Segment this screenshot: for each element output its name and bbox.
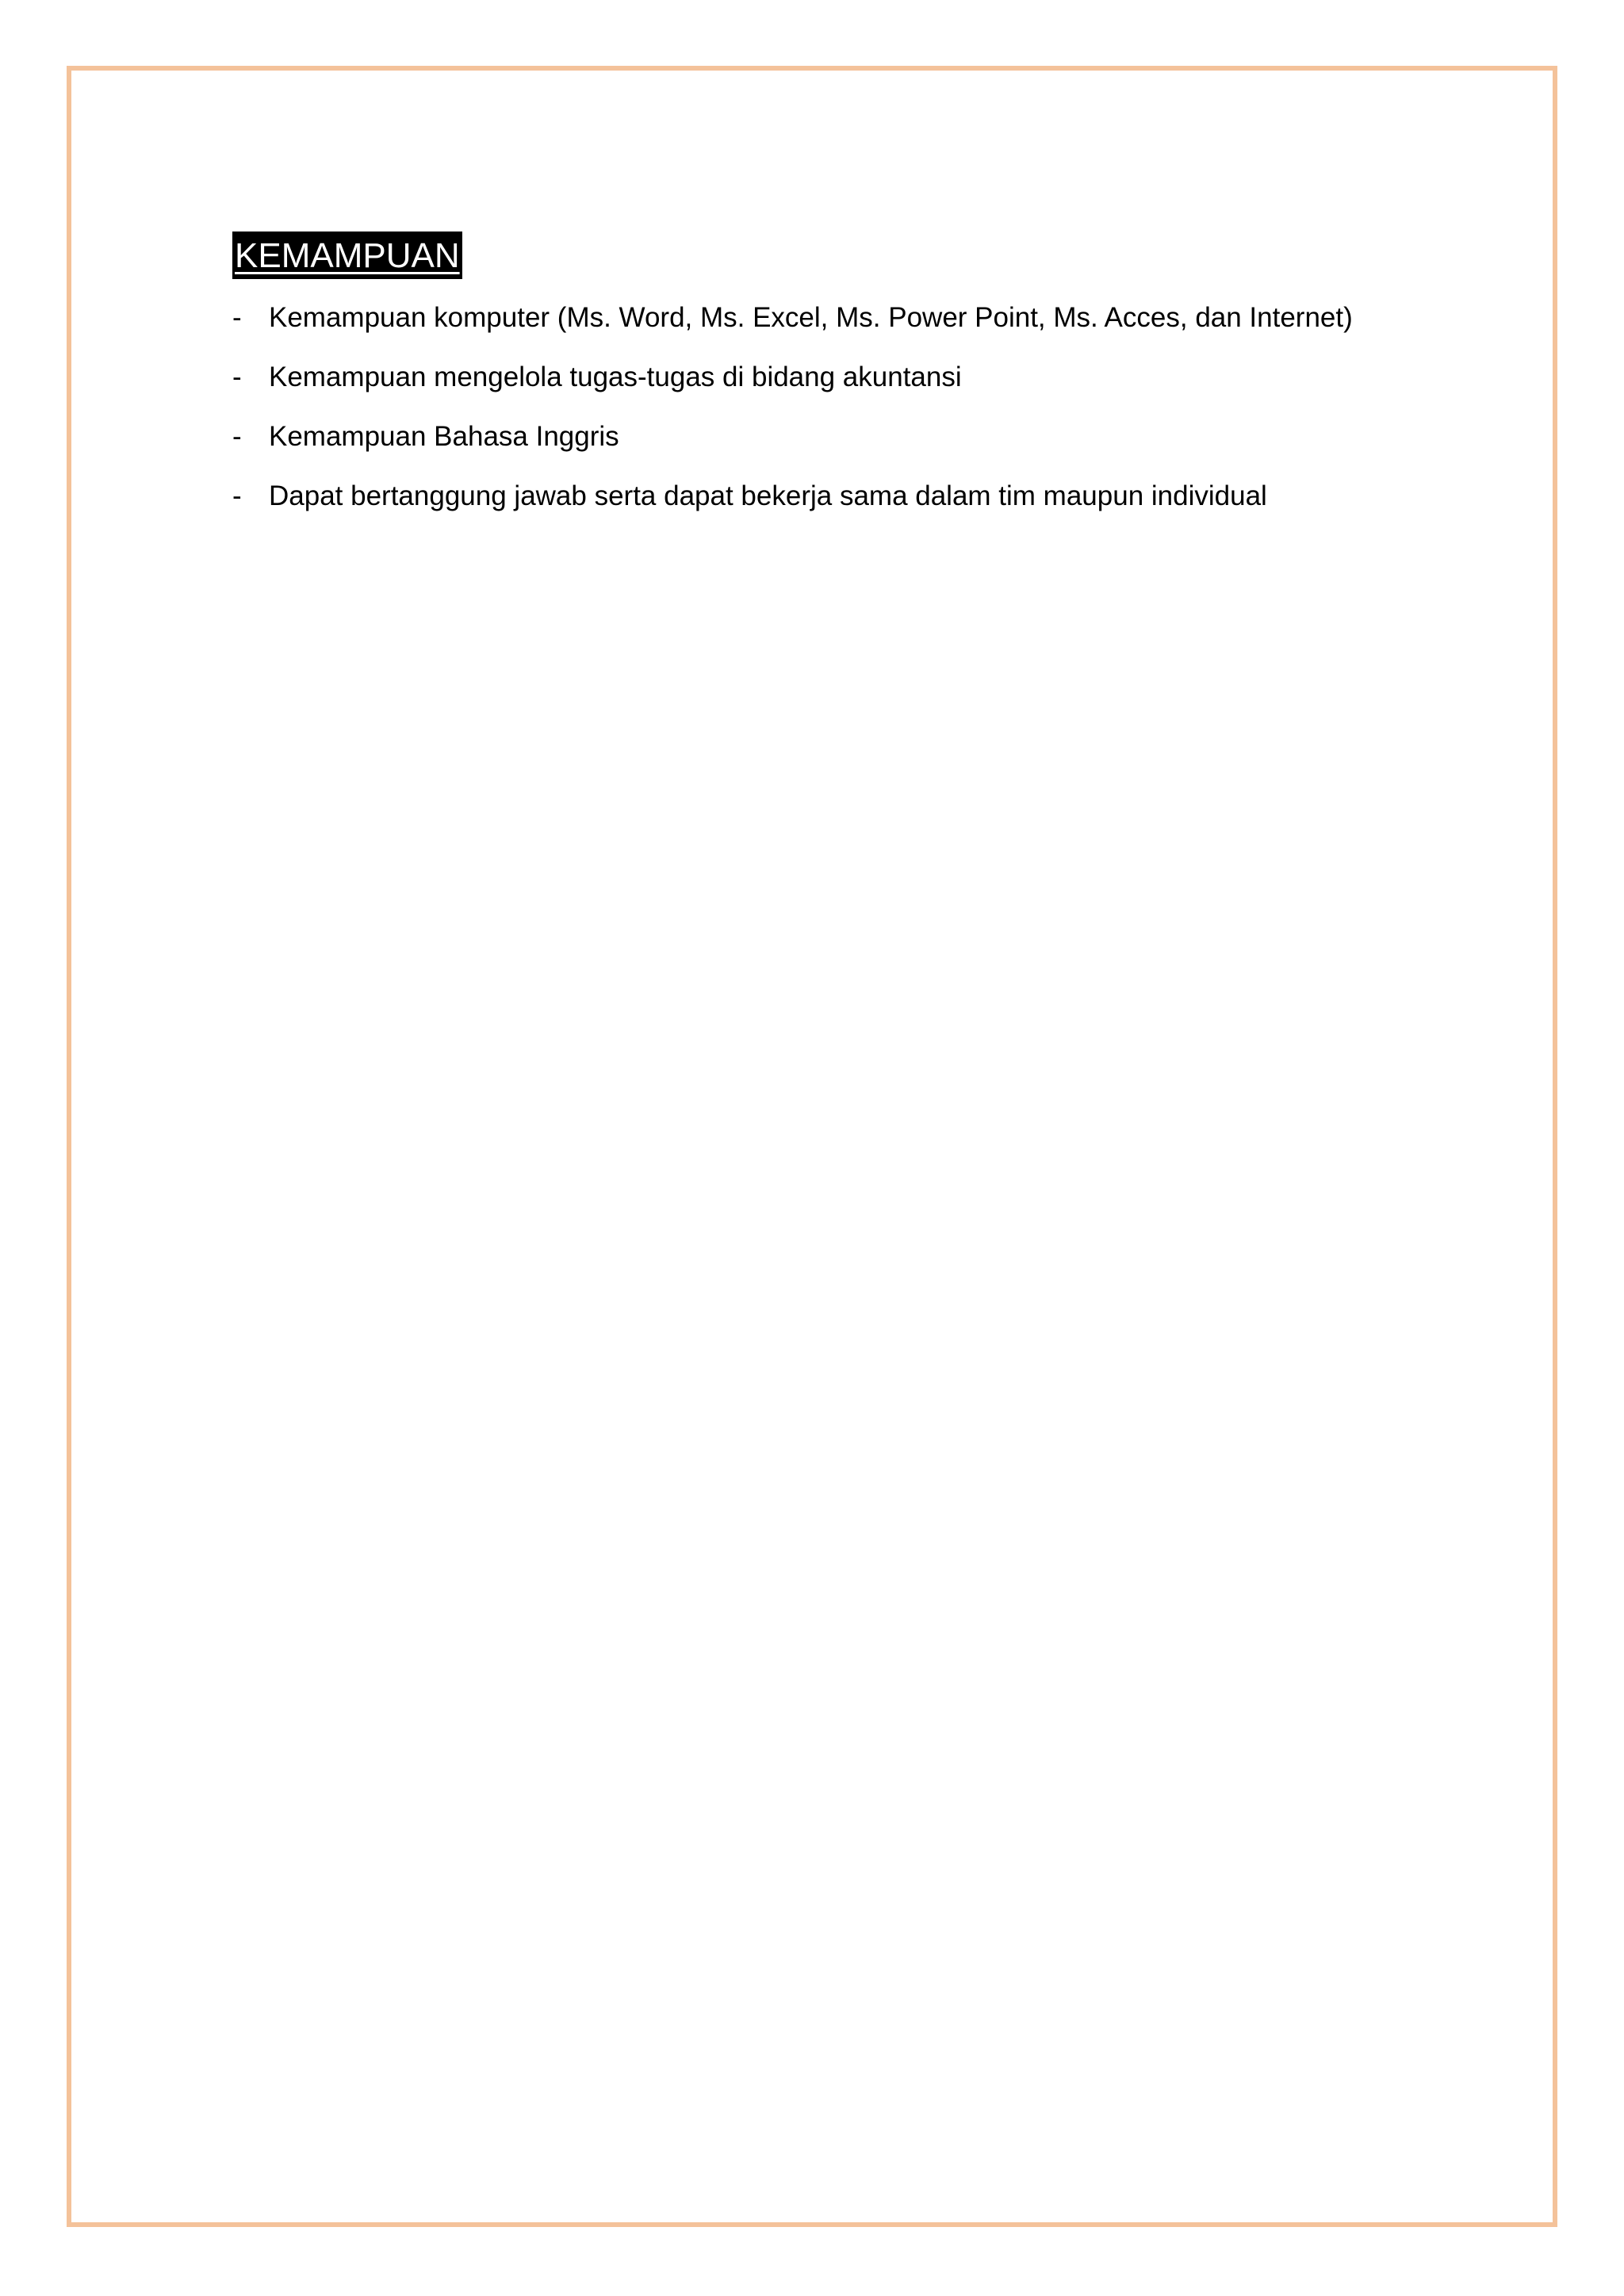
list-item	[232, 358, 1501, 397]
list-item	[232, 298, 1501, 338]
skills-section	[232, 232, 1501, 536]
list-item	[232, 417, 1501, 457]
dash-bullet: -	[232, 362, 242, 392]
skills-list	[232, 298, 1501, 516]
skill-text: Kemampuan Bahasa Inggris	[269, 421, 619, 452]
dash-bullet: -	[232, 302, 242, 333]
skill-text: Dapat bertanggung jawab serta dapat bekerja sama dalam tim maupun individual	[269, 480, 1267, 511]
skill-text: Kemampuan mengelola tugas-tugas di bidang akuntansi	[269, 362, 962, 392]
skill-text: Kemampuan komputer (Ms. Word, Ms. Excel, Ms. Power Point, Ms. Acces, dan Internet)	[269, 302, 1353, 333]
list-item	[232, 476, 1501, 516]
dash-bullet: -	[232, 421, 242, 452]
section-heading: KEMAMPUAN	[232, 232, 462, 279]
dash-bullet: -	[232, 480, 242, 511]
